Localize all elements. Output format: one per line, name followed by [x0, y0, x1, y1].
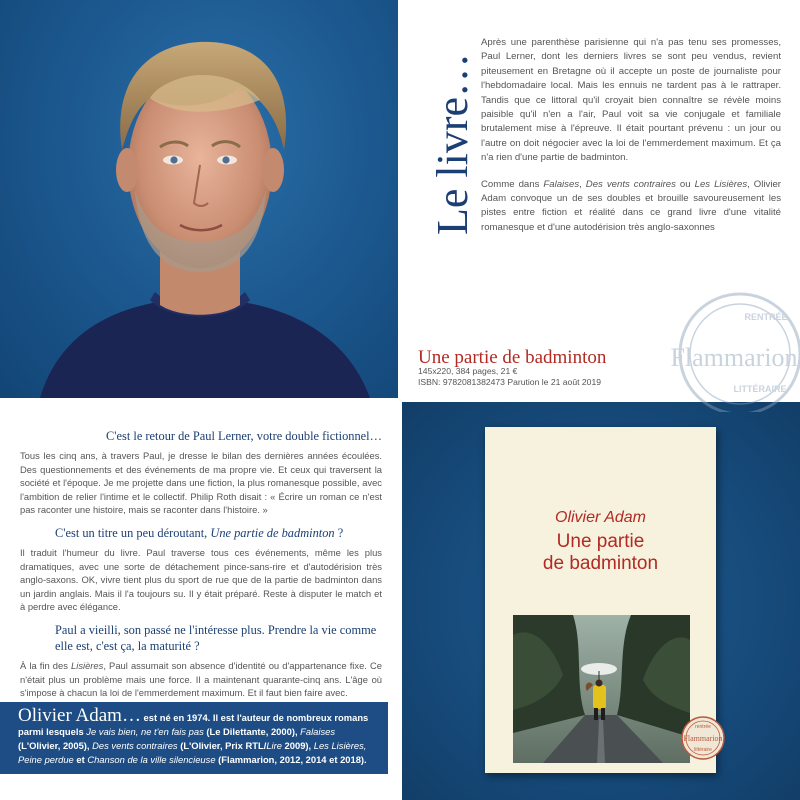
book-isbn-line: ISBN: 9782081382473 Parution le 21 août 2019 [418, 377, 602, 387]
seal-bottom-text: littéraire [694, 747, 712, 753]
book-metadata [418, 366, 601, 388]
author-name: Olivier Adam… [18, 705, 141, 726]
author-portrait-panel [0, 0, 398, 398]
book-format-line: 145x220, 384 pages, 21 € [418, 366, 518, 376]
stamp-top-text: RENTRÉE [744, 312, 788, 322]
cover-title-line-1: Une partie [556, 531, 645, 552]
cover-photo [513, 615, 690, 763]
book-title: Une partie de badminton [418, 347, 607, 368]
stamp-bottom-text: LITTÉRAIRE [733, 384, 787, 394]
summary-paragraph-2: Comme dans Falaises, Des vents contraires ou Les Lisières, Olivier Adam convoque un de ses doubles et brouille savoureusement les pistes entre fiction et réalité dans ce grand livre d'une vitalité romanesque et d'une autodérision très anglo-saxonnes [481, 178, 781, 233]
interview [20, 428, 382, 708]
question-2: C'est un titre un peu déroutant, Une partie de badminton ? [55, 525, 344, 540]
question-1: C'est le retour de Paul Lerner, votre double fictionnel… [106, 429, 382, 443]
stamp-middle-text: Flammarion [670, 343, 798, 372]
cover-author: Olivier Adam [555, 509, 646, 526]
answer-3: À la fin des Lisières, Paul assumait son absence d'identité ou d'appartenance fixe. Ce n'était plus un problème mais une force. Il a maintenant quarante-cinq ans. L'âge où s'impose à chacun la loi de l'emmerdement maximum. Et il faut bien faire avec. [20, 659, 382, 699]
seal-middle-text: Flammarion [683, 734, 723, 743]
flammarion-seal [680, 712, 726, 764]
seal-top-text: rentrée [695, 724, 711, 730]
rentree-litteraire-stamp [648, 282, 800, 412]
vertical-heading [428, 35, 483, 235]
question-3: Paul a vieilli, son passé ne l'intéresse plus. Prendre la vie comme elle est, c'est ça, la maturité ? [55, 622, 377, 653]
vertical-heading-text: Le livre… [428, 52, 477, 235]
answer-2: Il traduit l'humeur du livre. Paul traverse tous ces événements, même les plus dramatiques, avec une sorte de détachement pince-sans-rire et d'autodérision très anglo-saxons. OK, vivre tient plus du sport de rue que de la partie de badminton dans un jardin anglais. Mais il l'a toujours su. Il y était préparé. Reste à disputer le match et à perdre avec élégance. [20, 546, 382, 613]
summary-paragraph-1: Après une parenthèse parisienne qui n'a pas tenu ses promesses, Paul Lerner, dont les derniers livres se sont peu vendus, revient piteusement en Bretagne où il accepte un poste de journaliste pour l'hebdomadaire local. Mais les ennuis ne tardent pas à le rattraper. Tandis que ce littoral qu'il croyait bien connaître se révèle moins paisible qu'il n'en a l'air, Paul voit sa vie conjugale et familiale brutalement mise à l'épreuve. Il était pourtant prévenu : un jour ou l'autre on doit négocier avec la loi de l'emmerdement maximum. Et ça n'a rien d'une partie de badminton. [481, 37, 781, 164]
cover-title [485, 531, 716, 575]
author-bio-banner: Olivier Adam… est né en 1974. Il est l'auteur de nombreux romans parmi lesquels Je vais bien, ne t'en fais pas (Le Dilettante, 2000), Falaises (L'Olivier, 2005), Des vents contraires (L'Olivier, Prix RTL/Lire 2009), Les Lisières, Peine perdue et Chanson de la ville silencieuse (Flammarion, 2012, 2014 et 2018). [0, 702, 388, 774]
author-portrait [0, 0, 398, 398]
summary-text [481, 36, 781, 247]
cover-title-line-2: de badminton [542, 553, 659, 574]
answer-1: Tous les cinq ans, à travers Paul, je dresse le bilan des dernières années écoulées. Des questionnements et des événements de ma propre vie. Et ceux qui traversent la société et l'époque. Je me projette dans une fiction, la plus romanesque possible, avec l'ambition de relier l'intime et le collectif. Philip Roth disait : « Écrire un roman ce n'est pas raconter une histoire, mais se raconter dans l'histoire. » [20, 450, 382, 516]
